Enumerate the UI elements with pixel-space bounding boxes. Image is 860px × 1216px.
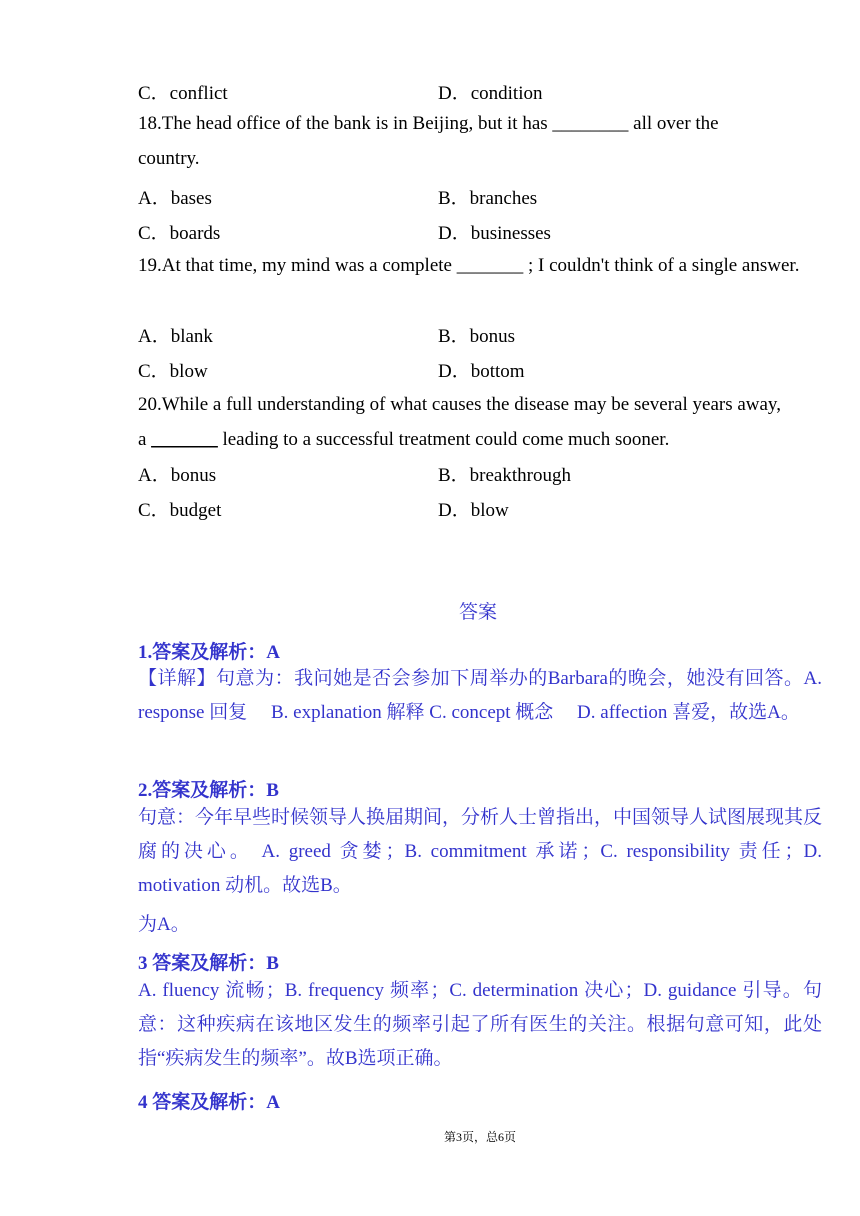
page-footer: 第3页，总6页: [443, 1130, 516, 1144]
answer-2-heading: 2.答案及解析：B: [138, 780, 279, 801]
q17-option-c: C．conflict: [138, 83, 228, 104]
q19-options-row-1: [138, 321, 822, 347]
q20-option-d: D．blow: [438, 500, 509, 521]
answer-3-detail: A. fluency 流畅；B. frequency 频率；C. determination 决心；D. guidance 引导。句意：这种疾病在该地区发生的频率引起了所有医生的关注。根据句意可知，此处指“疾病发生的频率”。故B选项正确。: [138, 980, 822, 1069]
q18-question-line1: 18.The head office of the bank is in Beijing, but it has ________ all over the: [138, 113, 719, 134]
q18-option-c: C．boards: [138, 223, 221, 244]
q18-option-b: B．branches: [438, 188, 538, 209]
q18-option-a: A．bases: [138, 188, 212, 209]
q18-options-row-2: [138, 218, 822, 244]
q18-option-d: D．businesses: [438, 223, 551, 244]
q20-option-a: A．bonus: [138, 465, 217, 486]
q20-line2-prefix: a: [138, 429, 152, 450]
answer-1-detail: 【详解】句意为：我问她是否会参加下周举办的Barbara的晚会，她没有回答。A. response 回复 B. explanation 解释 C. concept 概念 D. affection 喜爱，故选A。: [138, 668, 822, 723]
q20-line2-suffix: leading to a successful treatment could come much sooner.: [217, 429, 670, 450]
q20-option-c: C．budget: [138, 500, 222, 521]
q20-options-row-1: [138, 460, 822, 486]
answer-4-heading: 4 答案及解析：A: [138, 1092, 280, 1113]
answer-2-detail: 句意：今年早些时候领导人换届期间，分析人士曾指出，中国领导人试图展现其反腐的决心。 A. greed 贪婪；B. commitment 承诺；C. responsibility 责任；D. motivation 动机。故选B。: [138, 807, 823, 896]
q20-options-row-2: [138, 495, 822, 521]
q19-option-a: A．blank: [138, 326, 213, 347]
q18-options-row-1: [138, 183, 822, 209]
q19-option-d: D．bottom: [438, 361, 525, 382]
answers-title: 答案: [458, 602, 497, 623]
q19-options-row-2: [138, 356, 822, 382]
q19-question: 19.At that time, my mind was a complete _______ ; I couldn't think of a single answer.: [138, 255, 800, 276]
q17-option-d: D．condition: [438, 83, 543, 104]
q19-option-c: C．blow: [138, 361, 208, 382]
q20-blank: _______: [151, 429, 218, 450]
answer-3-heading: 3 答案及解析：B: [138, 953, 279, 974]
q20-option-b: B．breakthrough: [438, 465, 571, 486]
q20-question-line2: [138, 429, 669, 451]
answer-2-extra: 为A。: [138, 914, 190, 935]
answer-1-heading: 1.答案及解析：A: [138, 642, 280, 663]
q20-question-line1: 20.While a full understanding of what causes the disease may be several years away,: [138, 394, 781, 415]
q17-options-row: [138, 78, 822, 104]
q19-option-b: B．bonus: [438, 326, 516, 347]
q18-question-line2: country.: [138, 148, 200, 169]
